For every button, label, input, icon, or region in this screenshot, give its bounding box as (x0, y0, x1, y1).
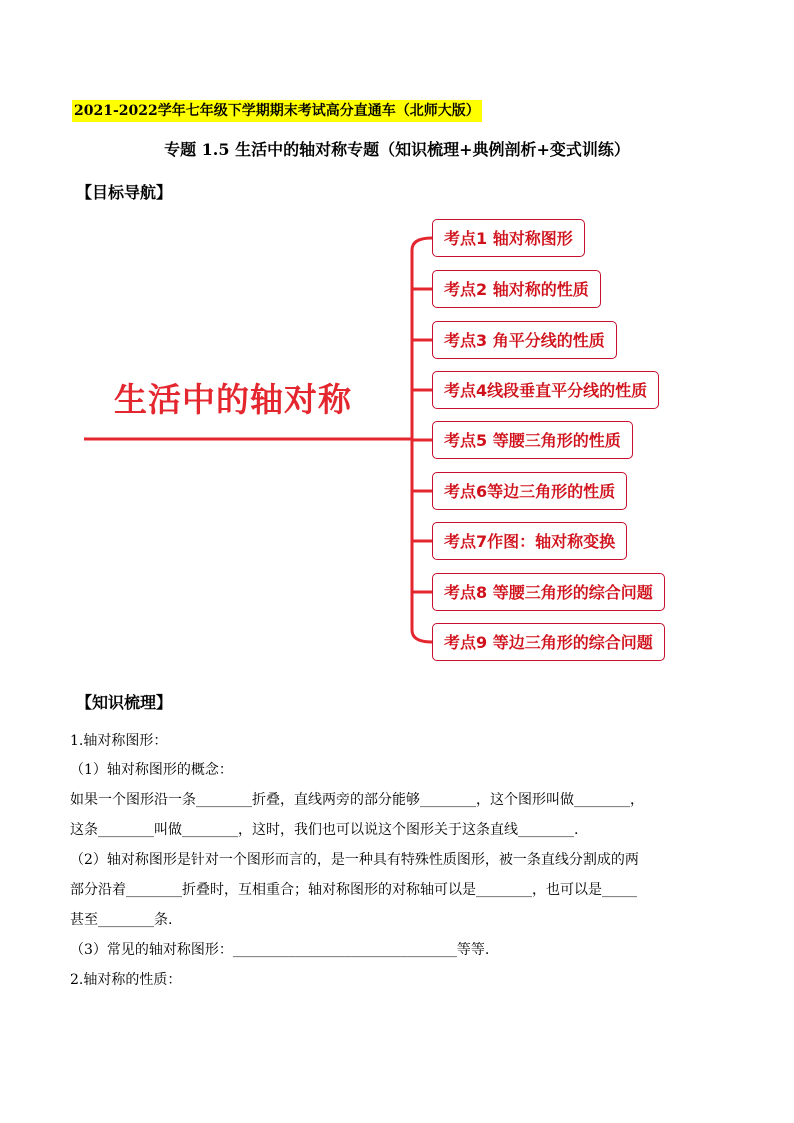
mind-map-node-3: 考点3 角平分线的性质 (432, 321, 617, 359)
mind-map-node-9: 考点9 等边三角形的综合问题 (432, 623, 665, 661)
mind-map-node-4: 考点4线段垂直平分线的性质 (432, 371, 659, 409)
mind-map-node-1: 考点1 轴对称图形 (432, 219, 585, 257)
text-line: （2）轴对称图形是针对一个图形而言的，是一种具有特殊性质图形，被一条直线分割成的两 (70, 852, 639, 868)
mind-map-node-8: 考点8 等腰三角形的综合问题 (432, 573, 665, 611)
mind-map-node-5: 考点5 等腰三角形的性质 (432, 421, 633, 459)
text-line: 2.轴对称的性质： (70, 972, 182, 988)
mind-map-node-7: 考点7作图：轴对称变换 (432, 522, 627, 560)
section-knowledge: 【知识梳理】 (76, 693, 173, 712)
text-line: （3）常见的轴对称图形：________________________________等等. (70, 942, 490, 958)
text-line: 这条________叫做________，这时，我们也可以说这个图形关于这条直线________. (70, 822, 579, 838)
mind-map-central-topic: 生活中的轴对称 (114, 380, 352, 419)
section-goal-nav: 【目标导航】 (76, 183, 173, 202)
mind-map-node-2: 考点2 轴对称的性质 (432, 270, 601, 308)
text-line: 1.轴对称图形： (70, 733, 168, 749)
mind-map-node-6: 考点6等边三角形的性质 (432, 472, 627, 510)
text-line: 部分沿着________折叠时，互相重合；轴对称图形的对称轴可以是________，也可以是_____ (70, 882, 637, 898)
topic-title: 专题 1.5 生活中的轴对称专题（知识梳理+典例剖析+变式训练） (164, 140, 630, 159)
text-line: 如果一个图形沿一条________折叠，直线两旁的部分能够________，这个图形叫做________， (70, 792, 644, 808)
text-line: 甚至________条. (70, 912, 173, 928)
text-line: （1）轴对称图形的概念： (70, 762, 233, 778)
series-banner: 2021-2022学年七年级下学期期末考试高分直通车（北师大版） (72, 100, 482, 122)
